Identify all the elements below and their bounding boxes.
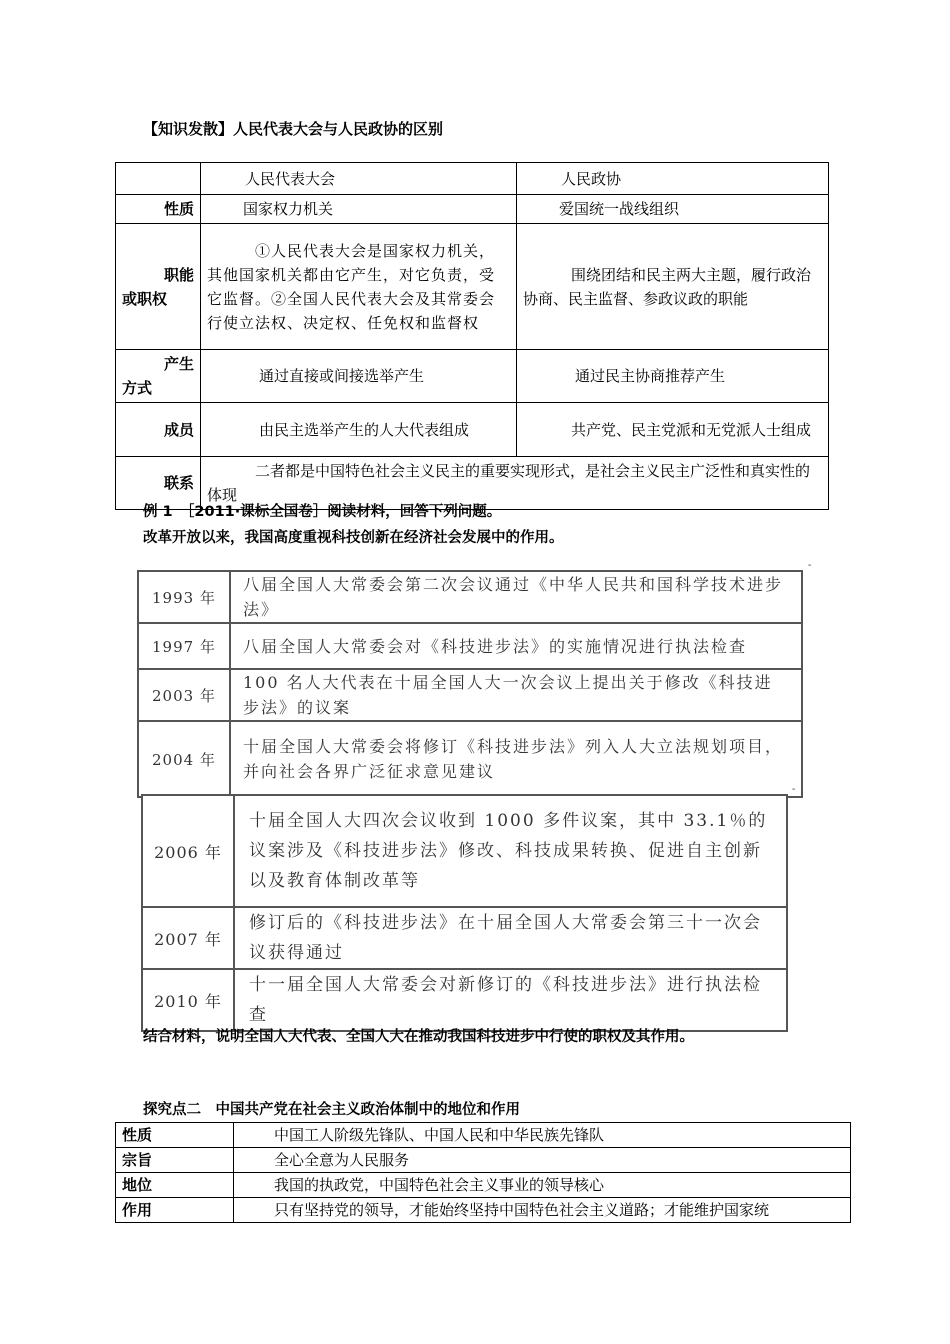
cpc-value: 中国工人阶级先锋队、中国人民和中华民族先锋队: [234, 1123, 851, 1148]
section-heading: 【知识发散】人民代表大会与人民政协的区别: [143, 120, 444, 138]
example-line-2: 改革开放以来，我国高度重视科技创新在经济社会发展中的作用。: [143, 530, 564, 546]
row-label-members: 成员: [116, 403, 201, 457]
cpc-key: 作用: [116, 1198, 234, 1223]
cpc-value: 全心全意为人民服务: [234, 1148, 851, 1173]
cell-relation: 二者都是中国特色社会主义民主的重要实现形式，是社会主义民主广泛性和真实性的体现: [201, 457, 829, 510]
timeline-image-b: [141, 794, 788, 1025]
timeline-image-a: [137, 570, 803, 786]
row-label-nature: 性质: [116, 195, 201, 224]
timeline-event: 修订后的《科技进步法》在十届全国人大常委会第三十一次会议获得通过: [234, 907, 787, 969]
npc-cppcc-comparison-table: [115, 162, 829, 510]
timeline-event: 十届全国人大四次会议收到 1000 多件议案，其中 33.1％的议案涉及《科技进步法》修改、科技成果转换、促进自主创新以及教育体制改革等: [234, 795, 787, 907]
timeline-event: 十一届全国人大常委会对新修订的《科技进步法》进行执法检查: [234, 969, 787, 1031]
row-label-function-1: 职能: [163, 265, 194, 284]
timeline-year: 2003 年: [138, 669, 230, 721]
row-label-relation: 联系: [116, 457, 201, 510]
header-cppcc: 人民政协: [517, 163, 829, 195]
scan-mark: -: [808, 560, 812, 571]
section2-heading: 探究点二 中国共产党在社会主义政治体制中的地位和作用: [143, 1102, 520, 1118]
cpc-value: 我国的执政党，中国特色社会主义事业的领导核心: [234, 1173, 851, 1198]
cpc-table: [115, 1122, 851, 1223]
timeline-year: 2010 年: [142, 969, 234, 1031]
cell-npc-nature: 国家权力机关: [201, 195, 517, 224]
timeline-year: 2004 年: [138, 721, 230, 797]
cpc-value: 只有坚持党的领导，才能始终坚持中国特色社会主义道路；才能维护国家统: [234, 1198, 851, 1223]
cell-npc-formation: 通过直接或间接选举产生: [201, 350, 517, 403]
timeline-year: 2007 年: [142, 907, 234, 969]
timeline-event: 十届全国人大常委会将修订《科技进步法》列入人大立法规划项目，并向社会各界广泛征求意见建议: [230, 721, 802, 797]
timeline-year: 1997 年: [138, 623, 230, 669]
row-label-formation-1: 产生: [163, 355, 194, 373]
row-label-formation-2: 方式: [122, 379, 153, 397]
question-text: 结合材料，说明全国人大代表、全国人大在推动我国科技进步中行使的职权及其作用。: [143, 1029, 694, 1045]
timeline-event: 100 名人大代表在十届全国人大一次会议上提出关于修改《科技进步法》的议案: [230, 669, 802, 721]
header-npc: 人民代表大会: [201, 163, 517, 195]
header-empty: [116, 163, 201, 195]
cell-npc-function: ①人民代表大会是国家权力机关，其他国家机关都由它产生，对它负责，受它监督。②全国人民代表大会及其常委会行使立法权、决定权、任免权和监督权: [201, 224, 517, 350]
scan-mark: -: [792, 784, 796, 795]
cell-cppcc-members: 共产党、民主党派和无党派人士组成: [517, 403, 829, 457]
cpc-key: 性质: [116, 1123, 234, 1148]
cell-cppcc-function: 围绕团结和民主两大主题，履行政治协商、民主监督、参政议政的职能: [517, 224, 829, 350]
example-line-1-text: 例 1 ［2011·课标全国卷］阅读材料，回答下列问题。: [143, 504, 502, 520]
cpc-key: 宗旨: [116, 1148, 234, 1173]
cell-cppcc-nature: 爱国统一战线组织: [517, 195, 829, 224]
example-line-1: [143, 500, 501, 521]
cell-npc-members: 由民主选举产生的人大代表组成: [201, 403, 517, 457]
timeline-year: 1993 年: [138, 571, 230, 623]
timeline-event: 八届全国人大常委会第二次会议通过《中华人民共和国科学技术进步法》: [230, 571, 802, 623]
row-label-function-2: 或职权: [122, 289, 168, 308]
row-label-formation: [116, 350, 201, 403]
timeline-event: 八届全国人大常委会对《科技进步法》的实施情况进行执法检查: [230, 623, 802, 669]
cell-cppcc-formation: 通过民主协商推荐产生: [517, 350, 829, 403]
row-label-function: [116, 224, 201, 350]
timeline-year: 2006 年: [142, 795, 234, 907]
cpc-key: 地位: [116, 1173, 234, 1198]
